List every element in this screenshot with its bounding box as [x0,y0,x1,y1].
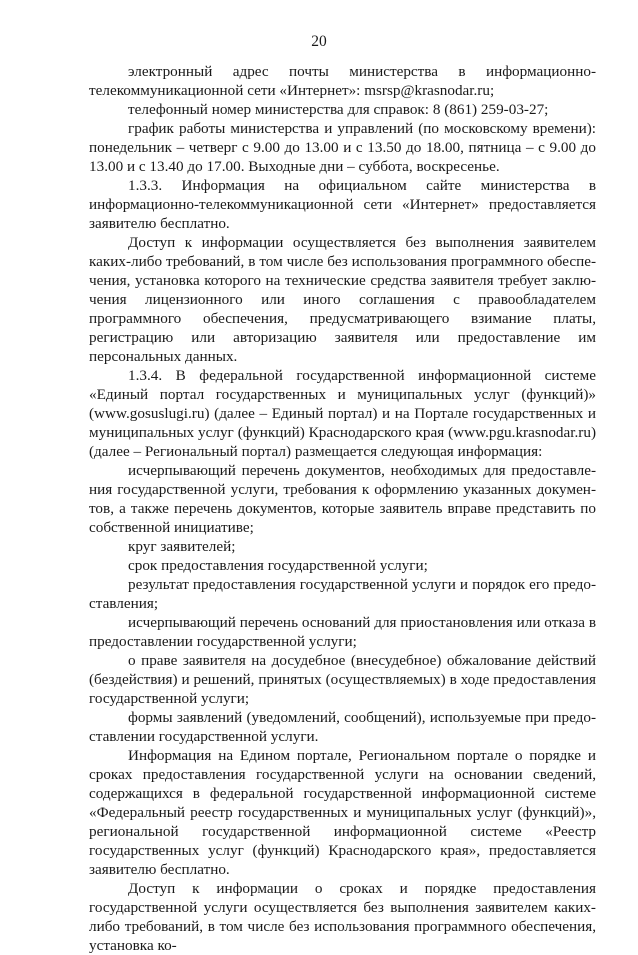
body-paragraph: электронный адрес почты министерства в информационно-телекоммуникационной сети «Интернет»: msrsp@krasnodar.ru; [89,63,596,99]
body-paragraph: исчерпывающий перечень оснований для приостановления или отказа в предоставлении государственной услуги; [89,614,596,650]
body-paragraph: Информация на Едином портале, Региональном портале о порядке и сроках предоставления государственной услуги на основании сведений, содержащихся в федеральной государственной информационной системе «Федеральный реестр государственных и муниципальных услуг (функций)», региональной государственной информационной системе «Реестр государственных услуг (функций) Краснодарского края», предоставляется заявителю бесплатно. [89,747,596,878]
body-paragraph: Доступ к информации о сроках и порядке предоставления государственной услуги осуществляется без выполнения заявителем каких-либо требований, в том числе без использования программного обеспечения, установка ко- [89,880,596,954]
body-paragraph: 1.3.3. Информация на официальном сайте министерства в информационно-телекоммуникационной сети «Интернет» предоставляется заявителю бесплатно. [89,177,596,232]
body-paragraph: результат предоставления государственной услуги и порядок его предоставления; [89,576,596,612]
body-paragraph: Доступ к информации осуществляется без выполнения заявителем каких-либо требований, в том числе без использования программного обеспечения, установка которого на технические средства заявителя требует заключения лицензионного или иного соглашения с правообладателем программного обеспечения, предусматривающего взимание платы, регистрацию или авторизацию заявителя или предоставление им персональных данных. [89,234,596,365]
body-paragraph: круг заявителей; [128,538,236,555]
page-number: 20 [311,33,327,50]
body-paragraph: исчерпывающий перечень документов, необходимых для предоставления государственной услуги, требования к оформлению указанных документов, а также перечень документов, которые заявитель вправе представить по собственной инициативе; [89,462,596,536]
body-paragraph: график работы министерства и управлений (по московскому времени): понедельник – четверг с 9.00 до 13.00 и с 13.50 до 18.00, пятница – с 9.00 до 13.00 и с 13.40 до 17.00. Выходные дни – суббота, воскресенье. [89,120,596,175]
document-body [89,62,596,955]
body-paragraph: 1.3.4. В федеральной государственной информационной системе «Единый портал государственных и муниципальных услуг (функций)» (www.gosuslugi.ru) (далее – Единый портал) и на Портале государственных и муниципальных услуг (функций) Краснодарского края (www.pgu.krasnodar.ru) (далее – Региональный портал) размещается следующая информация: [89,367,596,460]
body-paragraph: о праве заявителя на досудебное (внесудебное) обжалование действий (бездействия) и решений, принятых (осуществляемых) в ходе предоставления государственной услуги; [89,652,596,707]
body-paragraph: телефонный номер министерства для справок: 8 (861) 259-03-27; [128,101,549,118]
body-paragraph: срок предоставления государственной услуги; [128,557,428,574]
body-paragraph: формы заявлений (уведомлений, сообщений), используемые при предоставлении государственной услуги. [89,709,596,745]
